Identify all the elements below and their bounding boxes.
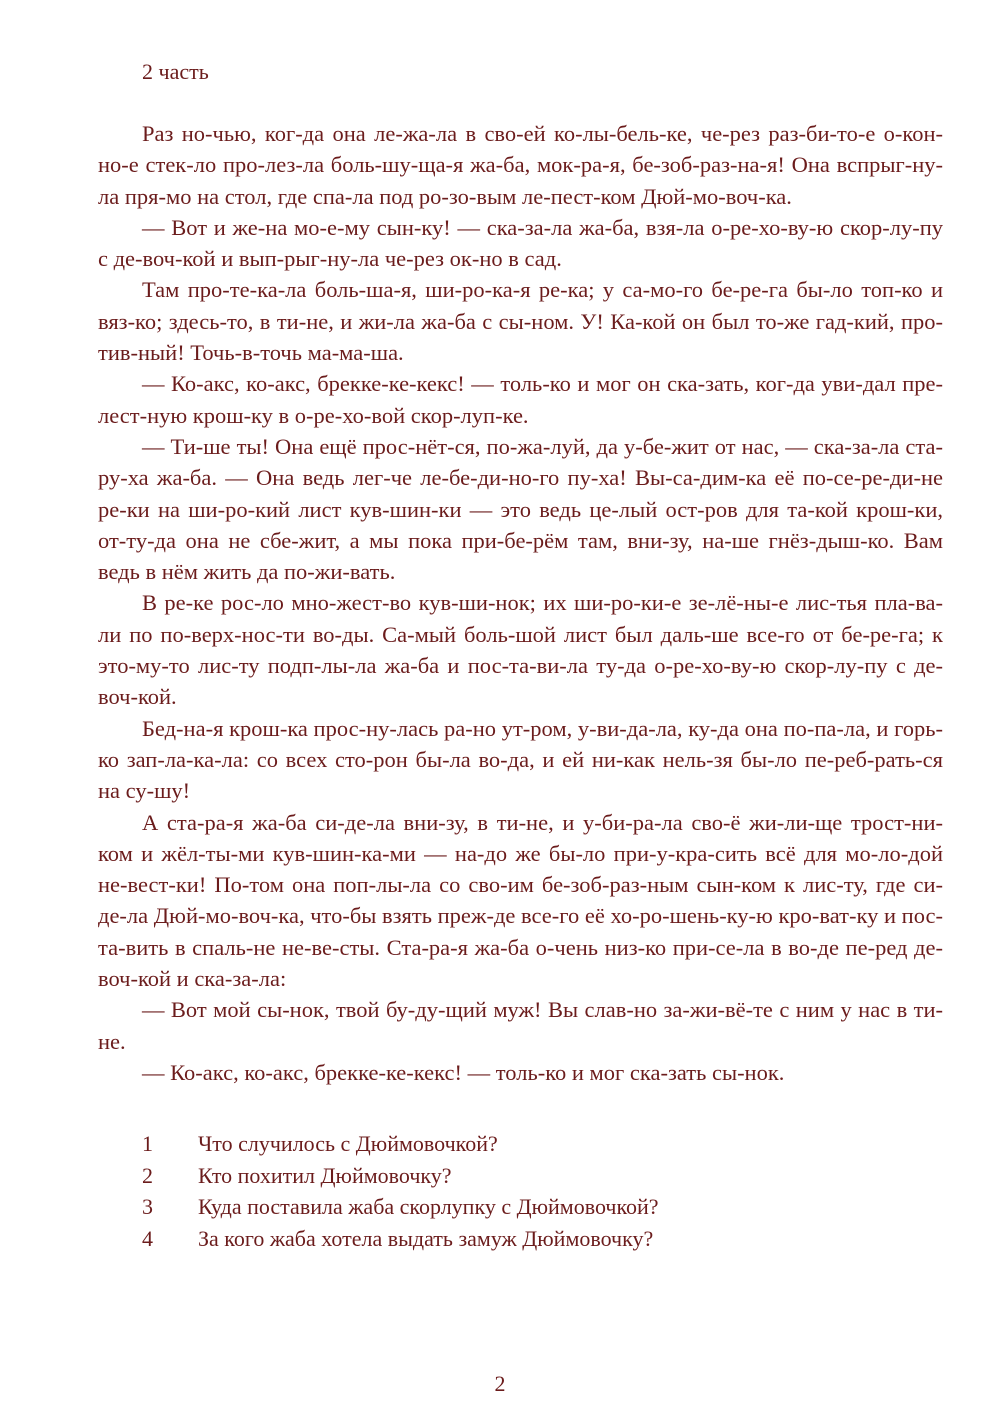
question-item (98, 1191, 943, 1223)
paragraph: В ре-ке рос-ло мно-жест-во кув-ши-нок; их ши-ро-ки-е зе-лё-ны-е лис-тья пла-ва-ли по по-верх-нос-ти во-ды. Са-мый боль-шой лист был даль-ше все-го от бе-ре-га; к это-му-то лис-ту подп-лы-ла жа-ба и пос-та-ви-ла ту-да о-ре-хо-ву-ю скор-лу-пу с де-воч-кой. (98, 590, 943, 710)
paragraph: — Ти-ше ты! Она ещё прос-нёт-ся, по-жа-луй, да у-бе-жит от нас, — ска-за-ла ста-ру-ха жа-ба. — Она ведь лег-че ле-бе-ди-но-го пу-ха! Вы-са-дим-ка её по-се-ре-ди-не ре-ки на ши-ро-кий лист кув-шин-ки — это ведь це-лый ост-ров для та-кой крош-ки, от-ту-да она не сбе-жит, а мы пока при-бе-рём там, вни-зу, на-ше гнёз-дыш-ко. Вам ведь в нём жить да по-жи-вать. (98, 433, 943, 585)
question-list (98, 1128, 943, 1254)
question-item (98, 1223, 943, 1255)
page-number: 2 (494, 1371, 506, 1396)
question-text: Кто похитил Дюймовочку? (198, 1162, 452, 1188)
paragraph: — Вот мой сы-нок, твой бу-ду-щий муж! Вы слав-но за-жи-вё-те с ним у нас в ти-не. (98, 997, 943, 1054)
question-text: За кого жаба хотела выдать замуж Дюймовочку? (198, 1225, 654, 1251)
question-number: 4 (142, 1225, 153, 1251)
section-heading: 2 часть (142, 59, 209, 84)
question-item (98, 1128, 943, 1160)
question-number: 1 (142, 1131, 153, 1157)
document-page (98, 56, 943, 1254)
question-number: 3 (142, 1194, 153, 1220)
question-item (98, 1160, 943, 1192)
paragraph: — Ко-акс, ко-акс, брекке-ке-кекс! — толь-ко и мог он ска-зать, ког-да уви-дал пре-лест-ную крош-ку в о-ре-хо-вой скор-луп-ке. (98, 371, 943, 428)
paragraph: Бед-на-я крош-ка прос-ну-лась ра-но ут-ром, у-ви-да-ла, ку-да она по-па-ла, и горь-ко зап-ла-ка-ла: со всех сто-рон бы-ла во-да, и ей ни-как нель-зя бы-ло пе-реб-рать-ся на су-шу! (98, 715, 943, 804)
paragraph: Там про-те-ка-ла боль-ша-я, ши-ро-ка-я ре-ка; у са-мо-го бе-ре-га бы-ло топ-ко и вяз-ко; здесь-то, в ти-не, и жи-ла жа-ба с сы-ном. У! Ка-кой он был то-же гад-кий, про-тив-ный! Точь-в-точь ма-ма-ша. (98, 277, 943, 366)
question-text: Куда поставила жаба скорлупку с Дюймовочкой? (198, 1194, 659, 1220)
story-text (98, 118, 943, 1088)
paragraph: Раз но-чью, ког-да она ле-жа-ла в сво-ей ко-лы-бель-ке, че-рез раз-би-то-е о-кон-но-е стек-ло про-лез-ла боль-шу-ща-я жа-ба, мок-ра-я, бе-зоб-раз-на-я! Она вспрыг-ну-ла пря-мо на стол, где спа-ла под ро-зо-вым ле-пест-ком Дюй-мо-воч-ка. (98, 121, 943, 209)
paragraph: А ста-ра-я жа-ба си-де-ла вни-зу, в ти-не, и у-би-ра-ла сво-ё жи-ли-ще трост-ни-ком и жёл-ты-ми кув-шин-ка-ми — на-до же бы-ло при-у-кра-сить всё для мо-ло-дой не-вест-ки! По-том она поп-лы-ла со сво-им бе-зоб-раз-ным сын-ком к лис-ту, где си-де-ла Дюй-мо-воч-ка, что-бы взять преж-де все-го её хо-ро-шень-ку-ю кро-ват-ку и пос-та-вить в спаль-не не-ве-сты. Ста-ра-я жа-ба о-чень низ-ко при-се-ла в во-де пе-ред де-воч-кой и ска-за-ла: (98, 809, 943, 992)
question-number: 2 (142, 1162, 153, 1188)
paragraph: — Ко-акс, ко-акс, брекке-ке-кекс! — толь-ко и мог ска-зать сы-нок. (142, 1059, 785, 1085)
question-text: Что случилось с Дюймовочкой? (198, 1131, 498, 1157)
paragraph: — Вот и же-на мо-е-му сын-ку! — ска-за-ла жа-ба, взя-ла о-ре-хо-ву-ю скор-лу-пу с де-воч-кой и вып-рыг-ну-ла че-рез ок-но в сад. (98, 214, 943, 272)
